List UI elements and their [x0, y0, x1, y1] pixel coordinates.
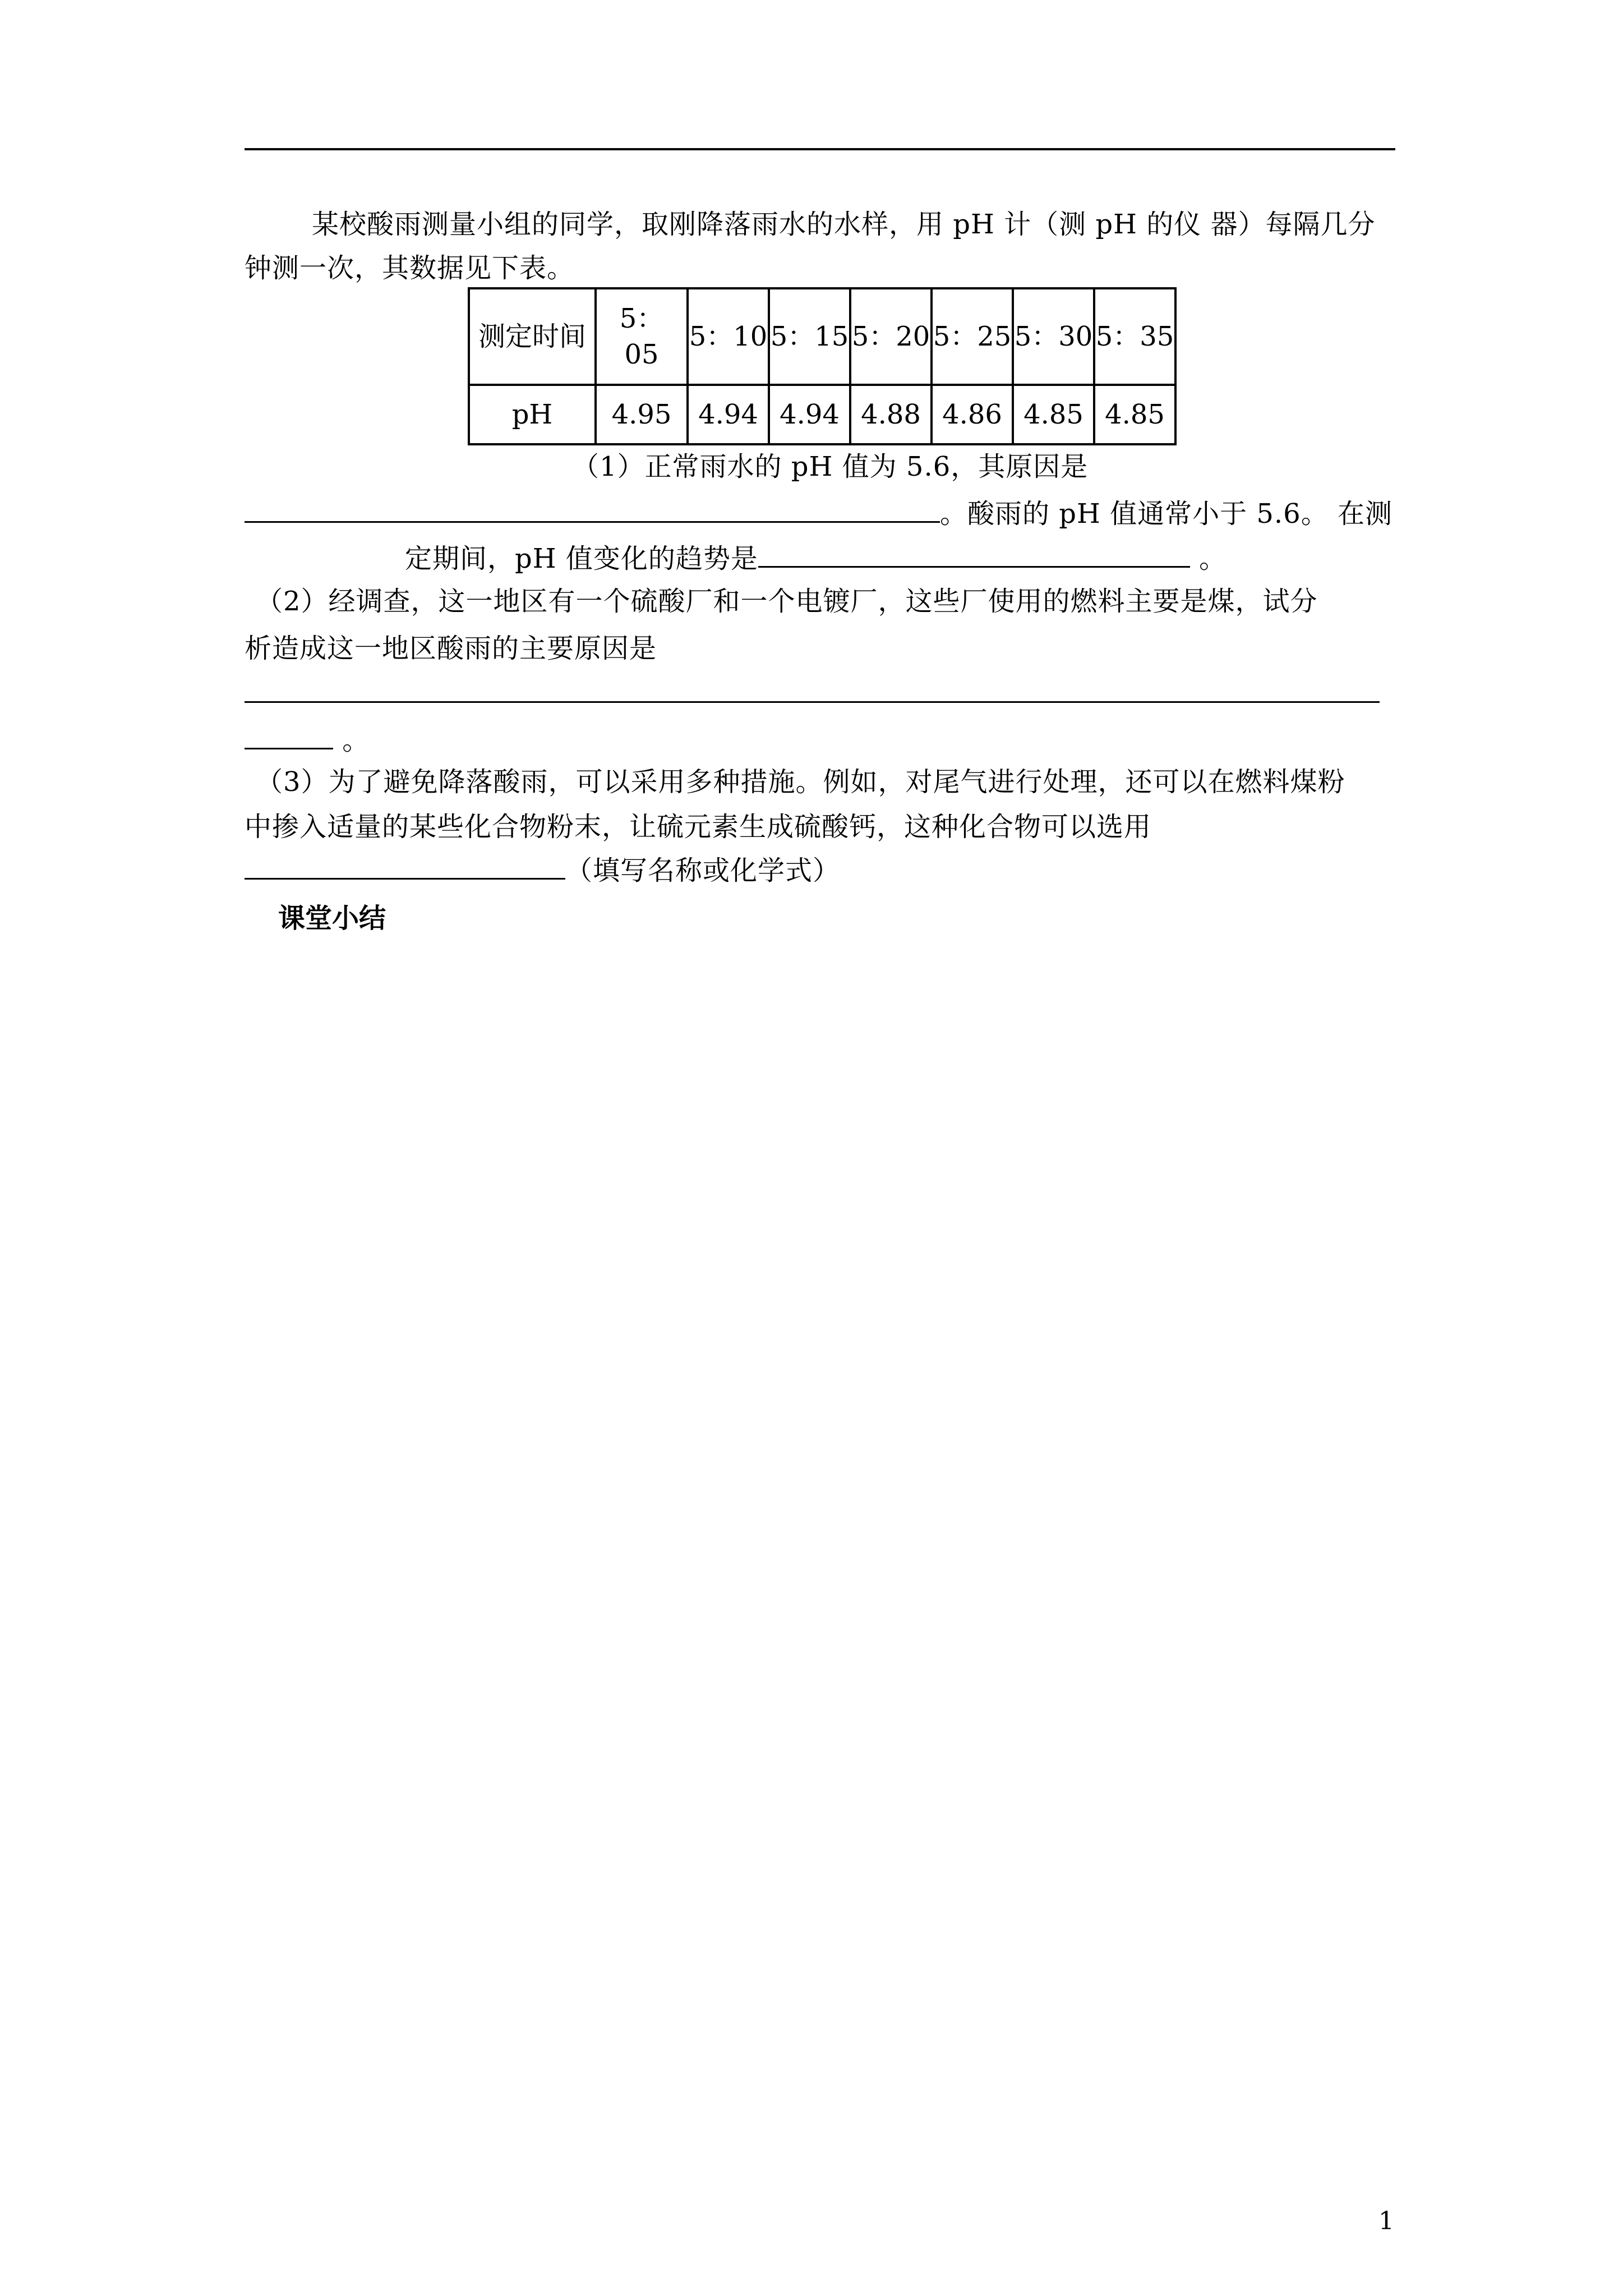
- table-cell-time-7: 5：35: [1094, 288, 1175, 385]
- table-cell-ph-1: 4.95: [596, 385, 688, 444]
- q2-line-4: [245, 723, 370, 758]
- q1-answer-blank-2[interactable]: [758, 541, 1190, 568]
- table-cell-time-4: 5：20: [850, 288, 932, 385]
- table-row-time: [469, 288, 1175, 385]
- q3-line-2: 中掺入适量的某些化合物粉末，让硫元素生成硫酸钙，这种化合物可以选用: [245, 811, 1152, 843]
- table-cell-time-6: 5：30: [1013, 288, 1094, 385]
- table-cell-ph-2: 4.94: [688, 385, 769, 444]
- page-number: 1: [1378, 2207, 1394, 2235]
- table-cell-time-5: 5：25: [932, 288, 1013, 385]
- table-cell-time-3: 5：15: [769, 288, 850, 385]
- table-header-time: 测定时间: [469, 288, 596, 385]
- q1-line-2-text: 。酸雨的 pH 值通常小于 5.6。 在测: [940, 498, 1393, 530]
- table-row-ph: [469, 385, 1175, 444]
- q1-line-1: （1）正常雨水的 pH 值为 5.6，其原因是: [572, 451, 1089, 482]
- ph-data-table: [468, 287, 1177, 445]
- q1-line-3: [405, 541, 1227, 577]
- intro-line-2: 钟测一次，其数据见下表。: [245, 252, 575, 284]
- table-cell-ph-5: 4.86: [932, 385, 1013, 444]
- time-1-part-b: 05: [624, 339, 659, 370]
- table-cell-ph-6: 4.85: [1013, 385, 1094, 444]
- q3-line-3-text: （填写名称或化学式）: [565, 855, 841, 886]
- q2-answer-blank-2[interactable]: [245, 723, 333, 749]
- q1-answer-blank-1[interactable]: [245, 496, 940, 523]
- intro-line-1: 某校酸雨测量小组的同学，取刚降落雨水的水样，用 pH 计（测 pH 的仪 器）每隔几分: [312, 209, 1376, 240]
- q2-answer-blank-1[interactable]: [245, 701, 1380, 703]
- class-summary-heading: 课堂小结: [278, 903, 386, 934]
- q1-line-2: [245, 496, 1393, 532]
- q1-line-3-end: 。: [1189, 543, 1227, 574]
- header-rule: [245, 148, 1395, 150]
- q3-line-1: （3）为了避免降落酸雨，可以采用多种措施。例如，对尾气进行处理，还可以在燃料煤粉: [256, 766, 1345, 798]
- table-cell-time-1: [596, 288, 688, 385]
- q1-line-3-text: 定期间，pH 值变化的趋势是: [405, 543, 758, 574]
- q2-line-4-end: 。: [333, 725, 370, 756]
- q2-line-1: （2）经调查，这一地区有一个硫酸厂和一个电镀厂，这些厂使用的燃料主要是煤，试分: [256, 586, 1318, 617]
- table-cell-time-2: 5：10: [688, 288, 769, 385]
- q3-answer-blank[interactable]: [245, 853, 565, 880]
- table-cell-ph-7: 4.85: [1094, 385, 1175, 444]
- table-header-ph: pH: [469, 385, 596, 444]
- q2-line-2: 析造成这一地区酸雨的主要原因是: [245, 633, 657, 664]
- table-cell-ph-3: 4.94: [769, 385, 850, 444]
- time-1-part-a: 5：: [619, 303, 664, 334]
- q3-line-3: [245, 853, 840, 889]
- table-cell-ph-4: 4.88: [850, 385, 932, 444]
